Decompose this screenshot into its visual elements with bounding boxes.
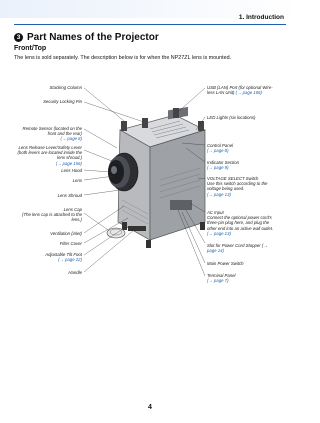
intro-text: The lens is sold separately. The description below is for when the NP27ZL lens is mounted. [14, 55, 232, 61]
label-usb-line1: USB (LAN) Port (for optional Wire- [207, 85, 273, 90]
label-lens-release-line2: (both levers are located inside the [17, 150, 82, 156]
subheading: Front/Top [14, 45, 47, 52]
label-lens-release-line1: Lens Release Lever/Safety Lever [18, 145, 82, 150]
label-handle: Handle [68, 270, 82, 275]
label-security-pin: Security Locking Pin [43, 99, 82, 104]
label-lens-cap-line3: lens.) [71, 217, 82, 223]
link-page-13-voltage[interactable]: (→ page 13) [207, 191, 231, 197]
label-ac-input [207, 210, 295, 236]
label-lens-hood: Lens Hood [61, 168, 82, 173]
link-page-106[interactable]: (→ page 106) [235, 90, 262, 96]
link-page-7[interactable]: (→ page 7) [207, 278, 229, 284]
label-ac-line2: Connect the optional power cord's [207, 215, 272, 221]
page-title: Part Names of the Projector [27, 32, 159, 43]
label-lens-cap-line1: Lens Cap [63, 207, 82, 212]
label-lens-cap-line2: (The lens cap is attached to the [22, 212, 82, 218]
link-page-156[interactable]: (→ page 156) [55, 160, 82, 166]
label-main-power: Main Power Switch [207, 261, 244, 266]
label-terminal-panel [207, 273, 292, 283]
label-remote-sensor-line2: front and the rear) [47, 131, 82, 137]
stacking-column-icon [121, 121, 127, 131]
label-ac-line4: other end into an active wall outlet. [207, 225, 274, 231]
label-ventilation: Ventilation (inlet) [50, 231, 82, 236]
label-slot-power-cord [207, 243, 295, 253]
label-lens-release-line3: lens shroud.) [57, 155, 82, 161]
label-lens-shroud: Lens Shroud [57, 193, 82, 198]
lens-cap [107, 228, 125, 238]
terminal-panel-area [170, 200, 192, 210]
link-page-9[interactable]: (→ page 9) [207, 165, 229, 171]
page-number: 4 [148, 404, 152, 411]
label-lens-cap [22, 207, 82, 223]
label-voltage-line1: VOLTAGE SELECT Switch [207, 176, 259, 181]
link-page-8[interactable]: (→ page 8) [60, 136, 82, 142]
label-ac-line3: three-pin plug here, and plug the [207, 220, 270, 226]
link-page-22[interactable]: (→ page 22) [58, 257, 82, 263]
label-slot-line1: Slot for Power Cord Stopper (→ [207, 243, 268, 248]
label-stacking-column: Stacking Column [49, 85, 82, 90]
label-ac-line1: AC Input [207, 210, 224, 215]
label-control-panel-text: Control Panel [207, 143, 234, 148]
label-remote-sensor [23, 126, 82, 142]
link-page-14[interactable]: page 14) [207, 248, 224, 254]
label-usb-port [207, 85, 292, 95]
label-tilt-foot-line1: Adjustable Tilt Foot [45, 252, 82, 257]
link-page-13-ac[interactable]: (→ page 13) [207, 230, 231, 236]
heading-number-badge: 3 [14, 33, 23, 42]
lens-assembly [108, 153, 138, 191]
label-control-panel [207, 143, 292, 153]
label-tilt-foot [45, 252, 82, 262]
label-lens: Lens [72, 178, 82, 183]
handle-icon [128, 226, 146, 231]
label-indicator [207, 160, 292, 170]
section-title: 1. Introduction [238, 14, 284, 21]
label-led-lights: LED Lights (six locations) [207, 115, 256, 120]
label-indicator-text: Indicator Section [207, 160, 240, 165]
label-filter-cover: Filter Cover [59, 241, 82, 246]
link-page-8-control[interactable]: (→ page 8) [207, 148, 229, 154]
label-voltage-switch [207, 176, 292, 197]
label-lens-release [18, 145, 83, 166]
label-voltage-line3: voltage being used. [207, 186, 245, 192]
label-usb-line2: less LAN Unit) [207, 90, 235, 96]
label-terminal-text: Terminal Panel [207, 273, 236, 278]
label-remote-sensor-line1: Remote Sensor (located on the [22, 126, 82, 131]
label-voltage-line2: Use this switch according to the [207, 181, 268, 187]
